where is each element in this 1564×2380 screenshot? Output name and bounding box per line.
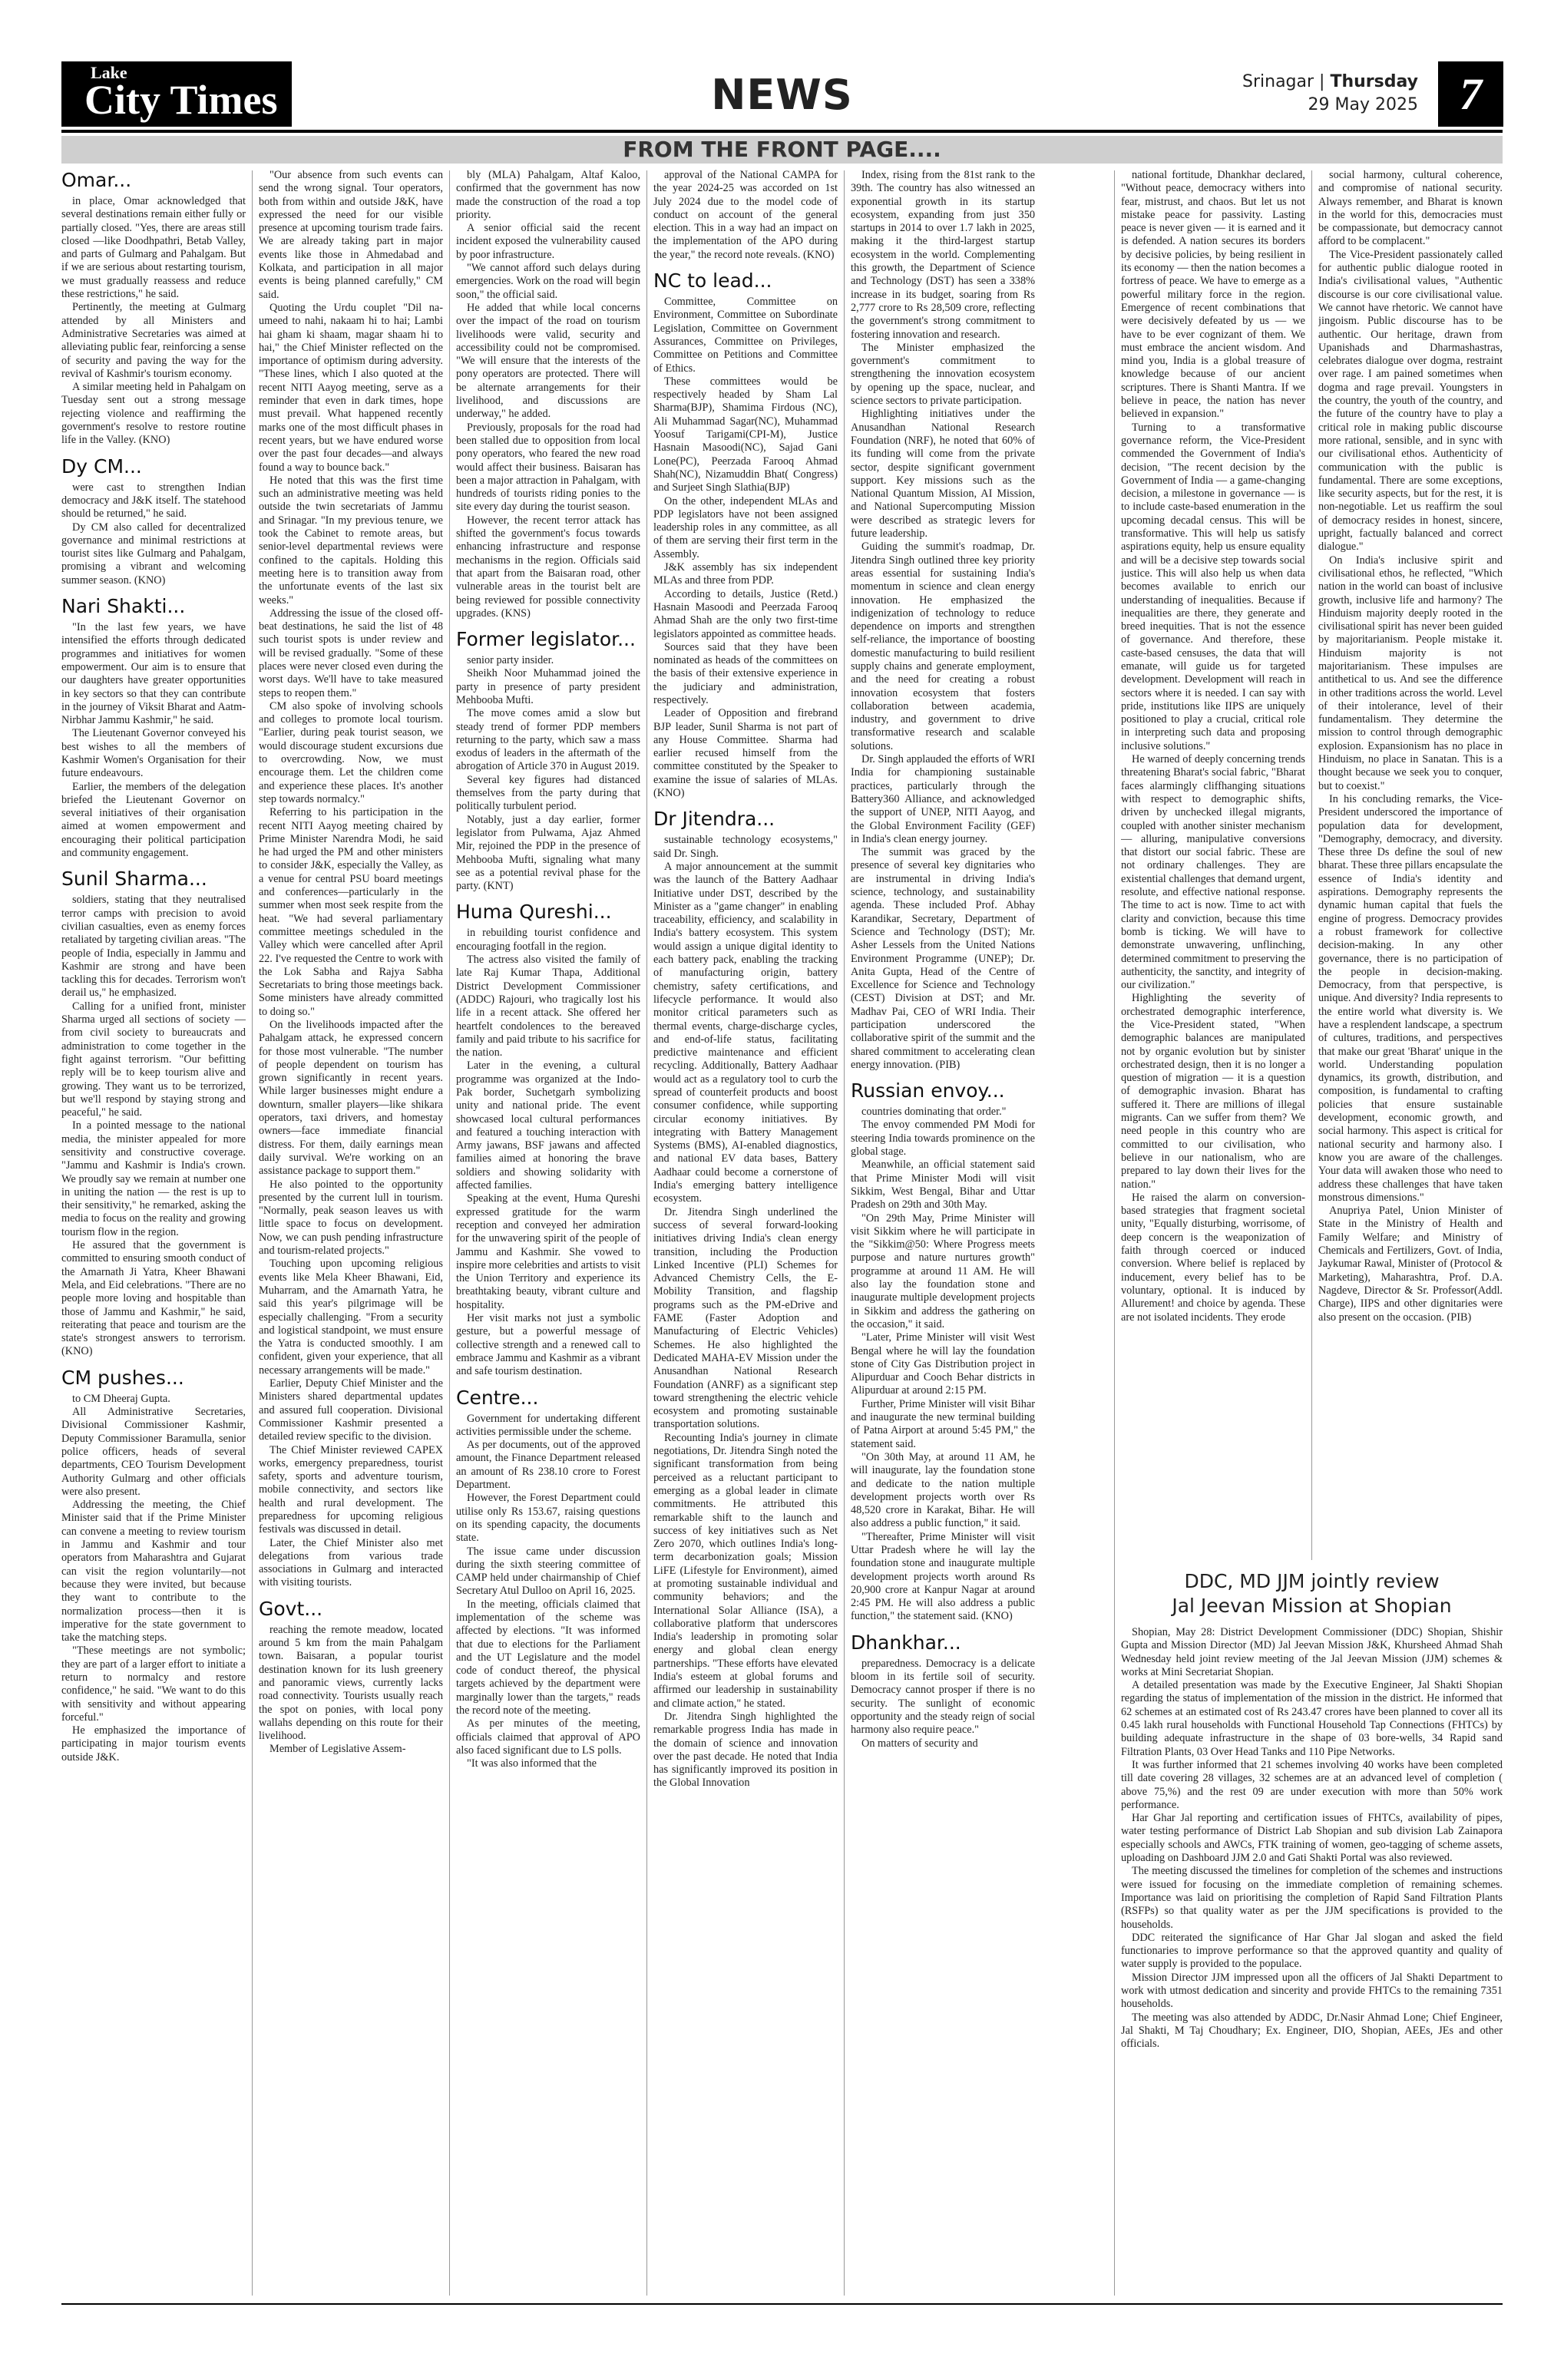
story-paragraph: He noted that this was the first time such an administrative meeting was held outside the twin secretariats of Jammu and Srinagar. "In my previous tenure, we took the Cabinet to remote areas, but senior-level departmental reviews were confined to the capitals. Holding this meeting here is to transition away from the unfortunate events of the last six weeks."	[259, 474, 443, 607]
story-paragraph: Meanwhile, an official statement said that Prime Minister Modi will visit Sikkim, West Bengal, Bihar and Uttar Pradesh on 29th and 30th May.	[851, 1159, 1035, 1211]
story-paragraph: The envoy commended PM Modi for steering India towards prominence on the global stage.	[851, 1119, 1035, 1159]
story-paragraph: A major announcement at the summit was the launch of the Battery Aadhaar Initiative under DST, described by the Minister as a "game changer" in enabling traceability, efficiency, and scalability in India's battery ecosystem. This system would assign a unique digital identity to each battery pack, enabling the tracking of manufacturing origin, battery chemistry, safety certifications, and lifecycle performance. It would also monitor critical parameters such as thermal events, charge-discharge cycles, and end-of-life status, facilitating predictive maintenance and efficient recycling. Additionally, Battery Aadhaar would act as a regulatory tool to curb the spread of counterfeit products and boost consumer confidence, while supporting circular economy initiatives. By integrating with Battery Management Systems (BMS), AI-enabled diagnostics, and national EV data bases, Battery Aadhaar could become a cornerstone of India's emerging battery intelligence ecosystem.	[653, 860, 838, 1205]
story-paragraph: Further, Prime Minister will visit Bihar and inaugurate the new terminal building of Patna Airport at around 5:45 PM," the statement said.	[851, 1397, 1035, 1450]
story-paragraph: The move comes amid a slow but steady trend of former PDP members returning to the party, which saw a mass exodus of leaders in the aftermath of the abrogation of Article 370 in August 2019.	[456, 707, 640, 773]
story-paragraph: Sheikh Noor Muhammad joined the party in presence of party president Mehbooba Mufti.	[456, 667, 640, 706]
story-paragraph: Committee, Committee on Environment, Committee on Subordinate Legislation, Committee on Government Assurances, Committee on Privileges, Committee on Petitions and Committee of Ethics.	[653, 296, 838, 375]
story-paragraph: Leader of Opposition and firebrand BJP leader, Sunil Sharma is not part of any House Committee. Sharma had earlier recused himself from the committee constituted by the Speaker to examine the issue of salaries of MLAs. (KNO)	[653, 707, 838, 800]
story-paragraph: Anupriya Patel, Union Minister of State in the Ministry of Health and Family Welfare; and Ministry of Chemicals and Fertilizers, Govt. of India, Jaykumar Rawal, Minister of (Protocol & Marketing), Maharashtra, Prof. D.A. Nagdeve, Director & Sr. Professor(Addl. Charge), IIPS and other dignitaries were also present on the occasion. (PIB)	[1318, 1205, 1503, 1324]
story-paragraph: He also pointed to the opportunity presented by the current lull in tourism. "Normally, peak season leaves us with little space to focus on development. Now, we can push pending infrastructure and tourism-related projects."	[259, 1178, 443, 1258]
news-column	[653, 169, 838, 2296]
news-column	[1121, 169, 1305, 1559]
story-headline: Sunil Sharma...	[61, 868, 207, 891]
page-number: 7	[1438, 61, 1503, 127]
dateline-date: 29 May 2025	[1308, 95, 1418, 114]
story-paragraph: "In the last few years, we have intensified the efforts through dedicated programmes and initiatives for women empowerment. Our aim is to ensure that our daughters have greater opportunities in key sectors so that they can contribute in the journey of Viksit Bharat and Aatm-Nirbhar Jammu Kashmir," he said.	[61, 621, 246, 727]
sub-story-body	[1121, 1626, 1503, 2051]
story-paragraph: He emphasized the importance of participating in major tourism events outside J&K.	[61, 1724, 246, 1764]
column-divider	[252, 170, 253, 2296]
dateline: Srinagar | Thursday 29 May 2025	[1242, 72, 1418, 114]
story-paragraph: "It was also informed that the	[467, 1757, 597, 1770]
story-paragraph: "On 30th May, at around 11 AM, he will inaugurate, lay the foundation stone and dedicate to the nation multiple development projects worth over Rs 48,520 crore in Karakat, Bihar. He will also address a public function," it said.	[851, 1450, 1035, 1530]
story-paragraph: Dr. Jitendra Singh underlined the success of several forward-looking initiatives driving India's clean energy transition, including the Production Linked Incentive (PLI) Schemes for Advanced Chemistry Cells, the E-Mobility Transition, and flagship programs such as the PM-eDrive and FAME (Faster Adoption and Manufacturing of Electric Vehicles) Schemes. He also highlighted the Dedicated MAHA-EV Mission under the Anusandhan National Research Foundation (ANRF) as a significant step toward strengthening the electric vehicle ecosystem and promoting sustainable transportation solutions.	[653, 1205, 838, 1431]
dateline-city: Srinagar	[1242, 72, 1314, 91]
story-paragraph: In a pointed message to the national media, the minister appealed for more sensitivity and constructive coverage. "Jammu and Kashmir is India's crown. We proudly say we remain at number one in uniting the nation — the rest is up to their sensitivity," he remarked, asking the media to focus on the reality and growing tourism flow in the region.	[61, 1119, 246, 1238]
story-paragraph: In his concluding remarks, the Vice-President underscored the importance of population data for development, "Demography, democracy, and diversity. These three Ds define the soul of new bharat. These three pillars encapsulate the essence of India's identity and aspirations. Demography represents the dynamic human capital that fuels the engine of progress. Democracy provides a robust framework for collective decision-making. In any other governance, there is no participation of the people in decision-making. Democracy, from that perspective, is unique. And diversity? India represents to the entire world what diversity is. We have a resplendent landscape, a spectrum of cultures, traditions, and perspectives that make our great 'Bharat' unique in the world. Understanding population dynamics, its growth, distribution, and composition, is fundamental to crafting policies that ensure sustainable development, economic growth, and social harmony. This aspect is critical for national security and harmony also. I know you are aware of the challenges. Your data will awaken those who need to address these challenges that have taken monstrous dimensions."	[1318, 792, 1503, 1204]
sub-story-headline-line1: DDC, MD JJM jointly review	[1184, 1570, 1440, 1592]
story-paragraph: The summit was graced by the presence of several key dignitaries who are instrumental in driving India's science, technology, and sustainability agenda. These included Prof. Abhay Karandikar, Secretary, Department of Science and Technology (DST); Mr. Asher Lessels from the United Nations Environment Programme (UNEP); Dr. Anita Gupta, Head of the Centre of Excellence for Science and Technology (CEST) Division at DST; and Mr. Madhav Pai, CEO of WRI India. Their participation underscored the collaborative spirit of the summit and the shared commitment to accelerating clean energy innovation. (PIB)	[851, 846, 1035, 1071]
news-column	[1318, 169, 1503, 1559]
story-paragraph: CM also spoke of involving schools and colleges to promote local tourism. "Earlier, during peak tourist season, we would discourage student excursions due to overcrowding. Now, we must encourage them. Let the children come and experience these places. It's another step towards normalcy."	[259, 699, 443, 805]
story-headline: Russian envoy...	[851, 1079, 1005, 1102]
story-paragraph: Quoting the Urdu couplet "Dil na-umeed to nahi, nakaam hi to hai; Lambi hai gham ki shaam, magar shaam hi to hai," the Chief Minister reflected on the importance of optimism during adversity. "These lines, which I also quoted at the recent NITI Aayog meeting, serve as a reminder that even in dark times, hope must prevail. What happened recently marks one of the most difficult phases in recent years, but we have endured worse over the past four decades—and always found a way to bounce back."	[259, 301, 443, 474]
story-paragraph: to CM Dheeraj Gupta.	[72, 1392, 170, 1405]
news-column	[259, 169, 443, 2296]
story-paragraph: As per documents, out of the approved amount, the Finance Department released an amount of Rs 238.10 crore to Forest Department.	[456, 1439, 640, 1492]
story-paragraph: Speaking at the event, Huma Qureshi expressed gratitude for the warm reception and conveyed her admiration for the unwavering spirit of the people of Jammu and Kashmir. She vowed to inspire more celebrities and artists to visit the Union Territory and experience its breathtaking beauty, vibrant culture and hospitality.	[456, 1192, 640, 1311]
column-divider	[844, 170, 845, 2296]
story-paragraph: Previously, proposals for the road had been stalled due to opposition from local pony operators, who feared the new road would affect their business. Baisaran has been a major attraction in Pahalgam, with hundreds of tourists riding ponies to the site every day during the tourist season.	[456, 421, 640, 514]
sub-story-paragraph: DDC reiterated the significance of Har Ghar Jal slogan and asked the field functionaries to improve performance so that the approved quantity and quality of water supply is provided to the populace.	[1121, 1931, 1503, 1971]
story-paragraph: Dr. Singh applauded the efforts of WRI India for championing sustainable practices, particularly through the Battery360 Alliance, and acknowledged the support of UNEP, NITI Aayog, and the Global Environment Facility (GEF) in India's clean energy journey.	[851, 753, 1035, 845]
story-paragraph: sustainable technology ecosystems," said Dr. Singh.	[653, 834, 838, 860]
story-paragraph: Later in the evening, a cultural programme was organized at the Indo-Pak border, Suchetgarh symbolizing unity and national pride. The event showcased local cultural performances and featured a touching interaction with Army jawans, BSF jawans and affected families aimed at honoring the brave soldiers and showing solidarity with affected families.	[456, 1059, 640, 1192]
story-headline: CM pushes...	[61, 1366, 184, 1389]
story-paragraph: "Thereafter, Prime Minister will visit Uttar Pradesh where he will lay the foundation stone and inaugurate multiple development projects worth around Rs 20,900 crore at Kanpur Nagar at around 2:45 PM. He will also address a public function," the statement said. (KNO)	[851, 1530, 1035, 1623]
story-paragraph: As per minutes of the meeting, officials claimed that approval of APO also faced significant due to LS polls.	[456, 1717, 640, 1757]
story-paragraph: Government for undertaking different activities permissible under the scheme.	[456, 1412, 640, 1438]
story-paragraph: approval of the National CAMPA for the year 2024-25 was accorded on 1st July 2024 due to the model code of conduct on account of the general election. This in a way had an impact on the implementation of the APO during the year," the record note reveals. (KNO)	[653, 169, 838, 261]
story-headline: Dy CM...	[61, 455, 142, 478]
story-paragraph: "These meetings are not symbolic; they are part of a larger effort to initiate a return to normalcy and restore confidence," he said. "We want to do this with sensitivity and without appearing forceful."	[61, 1645, 246, 1724]
sub-story-paragraph: Shopian, May 28: District Development Commissioner (DDC) Shopian, Shishir Gupta and Mission Director (MD) Jal Jeevan Mission J&K, Khursheed Ahmad Shah Wednesday held joint review meeting of the Jal Jeevan Mission (JJM) schemes & works at Mini Secretariat Shopian.	[1121, 1626, 1503, 1678]
story-paragraph: He assured that the government is committed to ensuring smooth conduct of the Amarnath Ji Yatra, Kheer Bhawani Mela, and Eid celebrations. "There are no people more loving and hospitable than those of Jammu and Kashmir," he said, reiterating that peace and tourism are the state's strongest answers to terrorism. (KNO)	[61, 1239, 246, 1358]
news-column	[61, 169, 246, 2296]
story-paragraph: Pertinently, the meeting at Gulmarg attended by all Ministers and Administrative Secretaries was aimed at alleviating public fear, reinforcing a sense of security and paving the way for the revival of Kashmir's tourism economy.	[61, 301, 246, 380]
story-paragraph: "We cannot afford such delays during emergencies. Work on the road will begin soon," the official said.	[456, 262, 640, 301]
story-paragraph: The issue came under discussion during the sixth steering committee of CAMP held under chairmanship of Chief Secretary Atul Dulloo on April 16, 2025.	[456, 1545, 640, 1598]
story-paragraph: senior party insider.	[467, 654, 554, 667]
story-paragraph: Later, the Chief Minister also met delegations from various trade associations in Gulmarg and interacted with visiting tourists.	[259, 1536, 443, 1589]
story-paragraph: However, the recent terror attack has shifted the government's focus towards enhancing infrastructure and response mechanisms in the region. Officials said that apart from the Baisaran road, other vulnerable areas in the tourist belt are being reviewed for possible connectivity upgrades. (KNS)	[456, 514, 640, 620]
column-divider	[1114, 170, 1115, 2296]
story-paragraph: Addressing the meeting, the Chief Minister said that if the Prime Minister can convene a meeting to review tourism in Jammu and Kashmir and tour operators from Maharashtra and Gujarat can visit the region voluntarily—not because they were invited, but because they want to contribute to the normalization process—then it is imperative for the state government to take the matching steps.	[61, 1499, 246, 1645]
story-paragraph: Guiding the summit's roadmap, Dr. Jitendra Singh outlined three key priority areas essential for sustaining India's momentum in science and clean energy innovation. He emphasized the indigenization of technology to reduce dependence on imports and strengthen self-reliance, the importance of boosting domestic manufacturing to build resilient supply chains and generate employment, and the need for creating a robust innovation ecosystem that fosters collaboration between academia, industry, and government to drive transformative research and scalable solutions.	[851, 540, 1035, 752]
story-paragraph: Addressing the issue of the closed off-beat destinations, he said the list of 48 such tourist spots is under review and will be revised gradually. "Some of these places were never closed even during the worst days. We'll have to take measured steps to reopen them."	[259, 607, 443, 699]
story-headline: Former legislator...	[456, 628, 636, 651]
story-paragraph: "On 29th May, Prime Minister will visit Sikkim where he will participate in the "Sikkim@50: Where Progress meets purpose and nature nurtures growth" programme at around 11 AM. He will also lay the foundation stone and inaugurate multiple development projects in Sikkim and address the gathering on the occasion," it said.	[851, 1211, 1035, 1330]
story-headline: Huma Qureshi...	[456, 901, 612, 924]
story-paragraph: A senior official said the recent incident exposed the vulnerability caused by poor infrastructure.	[456, 222, 640, 261]
story-paragraph: The Chief Minister reviewed CAPEX works, emergency preparedness, tourist safety, sports and adventure tourism, mobile connectivity, and sectors like health and rural development. The preparedness for upcoming religious festivals was discussed in detail.	[259, 1443, 443, 1536]
story-paragraph: Sources said that they have been nominated as heads of the committees on the basis of their extensive experience in the judiciary and administration, respectively.	[653, 640, 838, 706]
sub-story-headline	[1121, 1569, 1503, 1618]
story-paragraph: Highlighting initiatives under the Anusandhan National Research Foundation (NRF), he noted that 60% of its funding will come from the private sector, despite significant government support. Key missions such as the National Quantum Mission, AI Mission, and National Supercomputing Mission were described as strategic levers for future leadership.	[851, 408, 1035, 540]
news-column	[851, 169, 1035, 2296]
story-paragraph: All Administrative Secretaries, Divisional Commissioner Kashmir, Deputy Commissioner Baramulla, senior police officers, heads of several departments, CEO Tourism Development Authority Gulmarg and other officials were also present.	[61, 1406, 246, 1498]
dateline-day: Thursday	[1330, 72, 1418, 91]
story-paragraph: The actress also visited the family of late Raj Kumar Thapa, Additional District Development Commissioner (ADDC) Rajouri, who tragically lost his life in a recent attack. She offered her heartfelt condolences to the bereaved family and paid tribute to his sacrifice for the nation.	[456, 954, 640, 1059]
story-headline: Centre...	[456, 1386, 539, 1409]
story-headline: Dr Jitendra...	[653, 808, 775, 831]
story-paragraph: Referring to his participation in the recent NITI Aayog meeting chaired by Prime Minister Narendra Modi, he said he had urged the PM and other ministers to consider J&K, especially the Valley, as a venue for central PSU board meetings and conferences—particularly in the summer when most seek respite from the heat. "We had several parliamentary committee meetings scheduled in the Valley which were cancelled after April 22. I've requested the Centre to work with the Lok Sabha and Rajya Sabha Secretariats to bring those meetings back. Some ministers have already committed to doing so."	[259, 806, 443, 1018]
story-paragraph: Recounting India's journey in climate negotiations, Dr. Jitendra Singh noted the significant transformation from being perceived as a reluctant participant to emerging as a global leader in climate commitments. He attributed this remarkable shift to the launch and success of key initiatives such as Net Zero 2070, which outlines India's long-term decarbonization goals; Mission LiFE (Lifestyle for Environment), aimed at promoting sustainable individual and community behaviors; and the International Solar Alliance (ISA), a collaborative platform that underscores India's leadership in promoting solar energy and global clean energy partnerships. "These efforts have elevated India's esteem at global forums and affirmed our leadership in sustainability and climate action," he stated.	[653, 1431, 838, 1710]
story-paragraph: bly (MLA) Pahalgam, Altaf Kaloo, confirmed that the government has now made the construction of the road a top priority.	[456, 169, 640, 221]
footer-rule	[61, 2303, 1503, 2305]
story-paragraph: However, the Forest Department could utilise only Rs 153.67, raising questions on its spending capacity, the documents state.	[456, 1492, 640, 1545]
sub-story-paragraph: Har Ghar Jal reporting and certification issues of FHTCs, availability of pipes, water testing performance of District Lab Shopian and sub division Lab Zainapora especially schools and AWCs, FTK training of women, geo-tagging of scheme assets, uploading on Dashboard JJM 2.0 and Gati Shakti Portal was also reviewed.	[1121, 1812, 1503, 1865]
story-paragraph: J&K assembly has six independent MLAs and three from PDP.	[653, 561, 838, 587]
news-column	[456, 169, 640, 2296]
story-paragraph: Earlier, Deputy Chief Minister and the Ministers shared departmental updates and assured full cooperation. Divisional Commissioner Kashmir presented a detailed review specific to the division.	[259, 1377, 443, 1443]
sub-story-paragraph: The meeting discussed the timelines for completion of the schemes and instructions were issued for focusing on the immediate completion of remaining schemes. Importance was laid on prioritising the completion of Rapid Sand Filtration Plants (RSFPs) so that quality water as per the JJM specifications is provided to the households.	[1121, 1865, 1503, 1931]
story-paragraph: The Minister emphasized the government's commitment to strengthening the innovation ecosystem by opening up the space, nuclear, and science sectors to private participation.	[851, 341, 1035, 408]
story-paragraph: reaching the remote meadow, located around 5 km from the main Pahalgam town. Baisaran, a popular tourist destination known for its lush greenery and panoramic views, currently lacks road connectivity. Tourists usually reach the spot on ponies, with local pony wallahs depending on this route for their livelihood.	[259, 1623, 443, 1743]
sub-story-paragraph: Mission Director JJM impressed upon all the officers of Jal Shakti Department to work with utmost dedication and sincerity and provide FHTCs to the remaining 7351 households.	[1121, 1971, 1503, 2011]
story-paragraph: Dy CM also called for decentralized governance and minimal restrictions at tourist sites like Gulmarg and Pahalgam, promising a vibrant and welcoming summer season. (KNO)	[61, 521, 246, 587]
column-divider	[1311, 170, 1312, 1560]
masthead-small-text: Lake	[91, 63, 127, 82]
sub-story-paragraph: A detailed presentation was made by the Executive Engineer, Jal Shakti Shopian regarding the status of implementation of the mission in the district. He informed that 62 schemes at an estimated cost of Rs 243.47 crores have been planned to cover all its 0.45 lakh rural households with Functional Household Tap Connections (FHTCs) by building adequate infrastructure in the shape of 03 bore-wells, 34 Rapid sand Filtration Plants, 03 Over Head Tanks and 110 Pipe Networks.	[1121, 1679, 1503, 1758]
story-paragraph: On the livelihoods impacted after the Pahalgam attack, he expressed concern for those most vulnerable. "The number of people dependent on tourism has grown significantly in recent years. While larger businesses might endure a downturn, smaller players—like shikara operators, taxi drivers, and homestay owners—face immediate financial distress. For them, daily earnings mean daily survival. We're working on an assistance package to support them."	[259, 1019, 443, 1178]
sub-story-paragraph: The meeting was also attended by ADDC, Dr.Nasir Ahmad Lone; Chief Engineer, Jal Shakti, M Taj Choudhary; Ex. Engineer, DIO, Shopian, AEEs, JEs and other officials.	[1121, 2011, 1503, 2051]
front-page-banner: FROM THE FRONT PAGE....	[61, 136, 1503, 164]
story-paragraph: Index, rising from the 81st rank to the 39th. The country has also witnessed an exponential growth in its startup ecosystem, expanding from just 350 startups in 2014 to over 1.7 lakh in 2025, making it the third-largest startup ecosystem in the world. Complementing this growth, the Department of Science and Technology (DST) has seen a 338% increase in its budget, soaring from Rs 2,777 crore to Rs 28,509 crore, reflecting the government's strong commitment to fostering innovation and research.	[851, 169, 1035, 341]
story-paragraph: Several key figures had distanced themselves from the party during that politically turbulent period.	[456, 773, 640, 813]
sub-story-paragraph: It was further informed that 21 schemes involving 40 works have been completed till date covering 28 villages, 32 schemes are at an advanced level of completion ( above 75,%) and the rest 09 are under execution with more than 50% work performance.	[1121, 1758, 1503, 1811]
story-paragraph: "Later, Prime Minister will visit West Bengal where he will lay the foundation stone of City Gas Distribution project in Alipurduar and Cooch Behar districts in Alipurduar at around 2:15 PM.	[851, 1331, 1035, 1397]
story-headline: Omar...	[61, 169, 132, 191]
story-paragraph: national fortitude, Dhankhar declared, "Without peace, democracy withers into fear, mistrust, and chaos. But let us not mistake peace for passivity. Lasting peace is never given — it is earned and it is defended. A nation secures its borders by decisive policies, by being resilient in its economy — then the nation becomes a fortress of peace. We have to emerge as a powerful military force in the region. Emergence of recent combinations that were decisively defeated by us — we have to be ever cognizant of them. We must embrace the ancient wisdom. And mind you, India is a global treasure of knowledge because of our ancient scriptures. There is Shanti Mantra. If we believe in peace, the nation has never believed in expansion."	[1121, 169, 1305, 421]
story-paragraph: preparedness. Democracy is a delicate bloom in its fertile soil of security. Democracy cannot prosper if there is no security. The sunlight of economic opportunity and the steady reign of social harmony also require peace."	[851, 1657, 1035, 1737]
story-headline: Nari Shakti...	[61, 595, 186, 618]
story-paragraph: In the meeting, officials claimed that implementation of the scheme was affected by elections. "It was informed that due to elections for the Parliament and the UT Legislature and the model code of conduct thereof, the physical targets achieved by the department were marginally lower than the targets," reads the record note of the meeting.	[456, 1598, 640, 1717]
story-paragraph: Touching upon upcoming religious events like Mela Kheer Bhawani, Eid, Muharram, and the Amarnath Yatra, he said this year's pilgrimage will be especially challenging. "From a security and logistical standpoint, we must ensure the Yatra is conducted smoothly. I am confident, given your experience, that all necessary arrangements will be made."	[259, 1258, 443, 1377]
story-headline: Dhankhar...	[851, 1631, 961, 1654]
story-paragraph: Member of Legislative Assem-	[269, 1743, 406, 1756]
story-paragraph: in place, Omar acknowledged that several destinations remain either fully or partially closed. "Yes, there are areas still closed —like Doodhpathri, Betab Valley, and parts of Gulmarg and Pahalgam. But if we are serious about restarting tourism, we must gradually reassess and reduce these restrictions," he said.	[61, 195, 246, 301]
sub-story-headline-line2: Jal Jeevan Mission at Shopian	[1172, 1595, 1452, 1617]
sub-story	[1121, 1565, 1503, 2296]
story-paragraph: He warned of deeply concerning trends threatening Bharat's social fabric, "Bharat faces alarmingly cliffhanging situations with respect to demographic shifts, driven by unchecked illegal migrants, coupled with another sinister mechanism — alluring, manipulative conversions that distort our social fabric. These are not ordinary challenges. They are existential challenges that demand urgent, resolute, and effective national response. The time to act is now. Time to act with clarity and conviction, because this time bomb is ticking. We will have to demonstrate unwavering, unflinching, determined commitment to preserving the authenticity, the sanctity, and integrity of our civilization."	[1121, 753, 1305, 992]
story-paragraph: He raised the alarm on conversion-based strategies that fragment societal unity, "Equally disturbing, worrisome, of deep concern is the weaponization of faith through coerced or induced conversion. Where belief is replaced by inducement, every belief has to be voluntary, optional. It is induced by Allurement! and choice by agenda. These are not isolated incidents. They erode	[1121, 1191, 1305, 1324]
story-paragraph: social harmony, cultural coherence, and compromise of national security. Always remember, and Bharat is known in the world for this, democracies must be compassionate, but democracy cannot afford to be complacent."	[1318, 169, 1503, 248]
story-paragraph: According to details, Justice (Retd.) Hasnain Masoodi and Peerzada Farooq Ahmad Shah are the only two first-time legislators appointed as committee heads.	[653, 587, 838, 640]
story-paragraph: On the other, independent MLAs and PDP legislators have not been assigned leadership roles in any committee, as all of them are serving their first term in the Assembly.	[653, 494, 838, 560]
column-divider	[646, 170, 647, 2296]
column-divider	[449, 170, 450, 2296]
header-rule	[61, 130, 1503, 133]
story-headline: NC to lead...	[653, 269, 772, 293]
story-paragraph: Highlighting the severity of orchestrated demographic interference, the Vice-President stated, "When demographic balances are manipulated not by organic evolution but by sinister orchestrated design, then it is no longer a question of migration — it is a question of demographic invasion. Bharat has suffered it. There are millions of illegal migrants. Can we suffer from them? We need people in this country who are committed to our civilisation, who believe in our nationalism, who are prepared to lay down their lives for the nation."	[1121, 992, 1305, 1191]
section-title: NEWS	[711, 71, 853, 119]
story-paragraph: Dr. Jitendra Singh highlighted the remarkable progress India has made in the domain of science and innovation over the past decade. He noted that India has significantly improved its position in the Global Innovation	[653, 1710, 838, 1790]
story-paragraph: Earlier, the members of the delegation briefed the Lieutenant Governor on several initiatives of their organisation aimed at women empowerment and encouraging their political participation and community engagement.	[61, 780, 246, 860]
story-paragraph: These committees would be respectively headed by Sham Lal Sharma(BJP), Shamima Firdous (NC), Ali Muhammad Sagar(NC), Muhammad Yoosuf Tarigami(CPI-M), Justice Hasnain Masoodi(NC), Sajad Gani Lone(PC), Peerzada Farooq Ahmad Shah(NC), Nizamuddin Bhat( Congress) and Surjeet Singh Slathia(BJP)	[653, 375, 838, 494]
story-paragraph: Her visit marks not just a symbolic gesture, but a powerful message of collective strength and a renewed call to embrace Jammu and Kashmir as a vibrant and safe tourism destination.	[456, 1312, 640, 1378]
story-paragraph: Notably, just a day earlier, former legislator from Pulwama, Ajaz Ahmed Mir, rejoined the PDP in the presence of Mehbooba Mufti, signaling what many see as a potential revival phase for the party. (KNT)	[456, 813, 640, 893]
story-paragraph: On India's inclusive spirit and civilisational ethos, he reflected, "Which nation in the world can boast of inclusive growth, inclusive life and harmony? The Hinduism majority deeply rooted in the civilisational spirit has never been guided by majoritarianism. People mistake it. Hinduism majority is not majoritarianism. These impulses are antithetical to us. And see the difference in other traditions across the world. Level of their intolerance, level of their fundamentalism. They determine the mission to control through demographic explosion. Expansionism has no place in Hinduism, no place in Sanatan. This is a thought because we seek you to conquer, but to coexist."	[1318, 554, 1503, 792]
story-paragraph: were cast to strengthen Indian democracy and J&K itself. The statehood should be returned," he said.	[61, 481, 246, 521]
story-paragraph: soldiers, stating that they neutralised terror camps with precision to avoid civilian casualties, even as enemy forces retaliated by targeting civilian areas. "The people of India, especially in Jammu and Kashmir are strong and have been tackling this for decades. Terrorism won't derail us," he emphasized.	[61, 894, 246, 1000]
story-headline: Govt...	[259, 1597, 323, 1620]
story-paragraph: countries dominating that order."	[861, 1106, 1007, 1119]
masthead-large-text: City Times	[84, 77, 278, 123]
story-paragraph: He added that while local concerns over the impact of the road on tourism livelihoods were valid, security and accessibility could not be compromised. "We will ensure that the interests of the pony operators are protected. There will be alternate arrangements for their livelihood, and discussions are underway," he added.	[456, 301, 640, 421]
story-paragraph: Calling for a unified front, minister Sharma urged all sections of society — from civil society to bureaucrats and administration to come together in the fight against terrorism. "Our befitting reply will be to keep tourism alive and growing. They want us to be terrorized, but we'll respond by staying strong and peaceful," he said.	[61, 1000, 246, 1119]
story-paragraph: The Lieutenant Governor conveyed his best wishes to all the members of Kashmir Women's Organisation for their future endeavours.	[61, 727, 246, 780]
story-paragraph: in rebuilding tourist confidence and encouraging footfall in the region.	[456, 927, 640, 953]
story-paragraph: A similar meeting held in Pahalgam on Tuesday sent out a strong message rejecting violence and reaffirming the government's resolve to restore routine life in the Valley. (KNO)	[61, 381, 246, 447]
story-paragraph: On matters of security and	[861, 1737, 978, 1750]
story-paragraph: "Our absence from such events can send the wrong signal. Tour operators, both from within and outside J&K, have expressed the need for our visible presence at upcoming tourism trade fairs. We are already taking part in major events like those in Ahmedabad and Kolkata, and participation in all major events is being planned carefully," CM said.	[259, 169, 443, 301]
story-paragraph: Turning to a transformative governance reform, the Vice-President commended the Government of India's decision, "The recent decision by the Government of India — a game-changing decision, a milestone in governance — is to include caste-based enumeration in the upcoming decadal census. This will be transformative. This will help us satisfy aspirations equity, help us ensure equality and will be a decisive step towards social justice. This will also help us when data becomes available to enrich our understanding of inequalities. Because if inequalities are there, they generate and breed inequities. That is not the essence of governance. And therefore, these caste-based censuses, the data that will emanate, will guide us for targeted development. Development will reach in sectors where it is needed. I can say with pride, institutions like IIPS are uniquely positioned to play a crucial, critical role in interpreting such data and proposing inclusive solutions."	[1121, 421, 1305, 752]
story-paragraph: The Vice-President passionately called for authentic public dialogue rooted in India's civilisational values, "Authentic discourse is our core civilisational value. We cannot have rhetoric. We cannot have jingoism. Public discourse has to be authentic. Our heritage, drawn from Upanishads and Dharmashastras, celebrates dialogue over dogma, restraint over rage. I am pained sometimes when dogma and rage prevail. Youngsters in the country, the youth of the country, and the future of the country have to play a critical role in making public discourse more rational, sensible, and in sync with our civilisational ethos. Authenticity of communication with the public is fundamental. There are some exceptions, like security aspects, but for the rest, it is non-negotiable. Let us reaffirm the soul of democracy resides in honest, sincere, upright, factually balanced and correct dialogue."	[1318, 248, 1503, 554]
